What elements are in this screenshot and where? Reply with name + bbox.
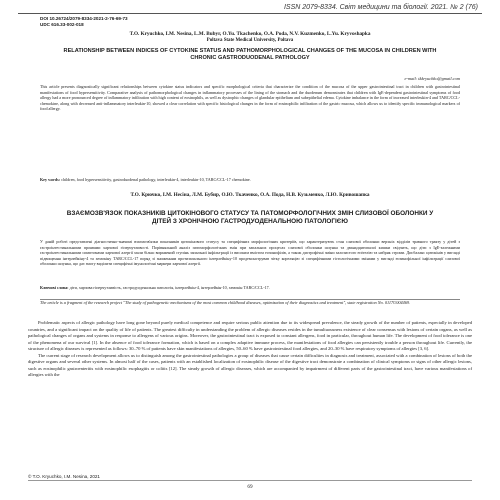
- article-identifiers: [40, 16, 128, 29]
- keywords-en-text: children, food hypersensitivity, gastroduodenal pathology, interleukin-4, interleukin-10, TARC/CCL-17 chemokine.: [61, 177, 251, 182]
- title-en: RELATIONSHIP BETWEEN INDICES OF CYTOKINE STATUS AND PATHOMORPHOLOGICAL CHANGES OF THE MUCOSA IN CHILDREN WITH CHRONIC GASTRODUODENAL PATHOLOGY: [63, 48, 437, 62]
- author-names-en: T.O. Kryuchko, I.M. Nesina, L.M. Bubyr, O.Yu. Tkachenko, O.A. Poda, N.V. Kuzmenko, L.Yu. Kryvoshapka: [129, 31, 371, 37]
- affiliation-en: Poltava State Medical University, Poltava: [206, 37, 294, 43]
- email: e-mail: tkkryuchko@gmail.com: [404, 76, 460, 81]
- body-text: [28, 320, 472, 379]
- copyright: © T.O. Kryuchko, I.M. Nesina, 2021: [28, 474, 100, 479]
- abstract-en: This article presents diagnostically significant relationships between cytokine status indicators and specific morphological criteria that characterize the condition of the mucosa of the upper gastrointestinal tract in children with gastrointestinal manifestations of food hypersensitivity. Comparative analysis of pathomorphological changes in inflammatory processes of the lining of the stomach and the duodenum demonstrates that children with IgE-dependent gastrointestinal symptoms of food allergy had a more pronounced degree of inflammatory infiltration with high content of eosinophils, as well as dystrophic changes of glandular epithelium and subepithelial edema. Cytokine imbalance in the form of increased interleukin-4 and TARC/CCL-chemokine, along with decreased anti-inflammatory interleukin-10, showed a clear correlation with specific histological changes in the form of eosinophilic infiltration of the gastric mucosa, which allows us to identify specific immunological markers of food allergy.: [40, 84, 460, 112]
- header-rule: [18, 13, 482, 14]
- title-ua: ВЗАЄМОЗВ'ЯЗОК ПОКАЗНИКІВ ЦИТОКІНОВОГО СТАТУСУ ТА ПАТОМОРФОЛОГІЧНИХ ЗМІН СЛИЗОВОЇ ОБОЛОНКИ У ДІТЕЙ З ХРОНІЧНОЮ ГАСТРОДУОДЕНАЛЬНОЮ ПАТОЛОГІЄЮ: [66, 210, 434, 226]
- authors-en: [40, 31, 460, 45]
- abstract-ua: У даній роботі представлені діагностично-значимі взаємозв'язки показників цитокінового статусу та специфічних морфологічних критеріїв, що характеризують стан слизової оболонки верхніх відділів травного тракту у дітей з гастроінтестинальними проявами харчової гіперчутливості. Порівняльний аналіз патоморфологічних змін при запальних процесах слизової оболонки шлунка та дванадцятипалої кишки свідчить, що діти з IgE-залежними гастроінтестинальними симптомами харчової алергії мали більш виражений ступінь запальної інфільтрації із високим вмістом еозинофілів, а також дистрофічні зміни залозистого епітелію та набряк строми. Дисбаланс цитокінів у вигляді підвищення інтерлейкіну-4 та хемокіну TARC/CCL-17 поряд зі зниженням протизапального інтерлейкіну-10 продемонстрував чітку кореляцію зі специфічними гістологічними змінами у вигляді еозинофільної інфільтрації слизової оболонки шлунка, що дає змогу виділити специфічні імунологічні маркери харчової алергії.: [40, 239, 460, 267]
- body-paragraph-1: Problematic aspects of allergic pathology have long gone beyond purely medical competence and require serious public attention due to its widespread prevalence, the steady growth of the number of patients, especially in developed countries, and a significant impact on the quality of life of patients. The greatest difficulty in understanding the problem of allergic diseases resides in the tumultuousness existence of clear consensus with lesions of certain organs, as well as pathological changes of organs and systems in response to allergens of various origins. Moreover, the gastrointestinal tract is exposed to constant allergens, food in particular, throughout human life. The development of food tolerance is one of the phenomena of our survival [1]. In the absence of food tolerance formation, which is based on a complex adaptive immune process, the manifestations of food allergies can persistently trouble a person throughout life. Currently, the structure of allergic diseases is represented as follows: 30–70 % of patients have skin manifestations of allergies, 50–60 % have gastrointestinal food allergies, and 20–30 % have respiratory symptoms of allergies [3, 6].: [28, 320, 472, 352]
- authors-ua: [40, 192, 460, 199]
- keywords-ua: [40, 285, 460, 291]
- udc: UDC 616.33-002-018: [40, 22, 84, 28]
- doi: DOI 10.26724/2079-8334-2021-2-76-69-73: [40, 16, 128, 21]
- keywords-ua-text: діти, харчова гіперчутливість, гастродуоденальна патологія, інтерлейкін-4, інтерлейкін-10, хемокін TARC/CCL-17.: [69, 285, 270, 290]
- page-number: 69: [247, 484, 253, 490]
- author-names-ua: Т.О. Крючко, І.М. Несіна, Л.М. Бубир, О.Ю. Ткаченко, О.А. Пода, Н.В. Кузьменко, Л.Ю. Кривошапка: [130, 192, 370, 198]
- body-paragraph-2: The current stage of research development allows us to distinguish among the gastrointestinal pathologies a group of diseases that cause certain difficulties in diagnosis and treatment, associated with a combination of lesions of both the digestive organs and several other systems. In almost half of the cases, patients with an established localization of eosinophilic disease of the digestive tract demonstrate a combination of clinical symptoms or signs of other allergic lesions, such as eosinophilic gastroenteritis with eosinophilic esophagitis or colitis [12]. The steady growth of allergic diseases, which are accompanied by impairment of different parts of the gastrointestinal tract, have various manifestations of allergies with the: [28, 352, 472, 378]
- journal-header: ISSN 2079-8334. Світ медицини та біології. 2021. № 2 (76): [283, 4, 478, 11]
- keywords-en-label: Key words:: [40, 177, 61, 182]
- footer-rule: [28, 480, 472, 481]
- keywords-en: [40, 177, 460, 183]
- keywords-ua-label: Ключові слова:: [40, 285, 69, 290]
- funding-footnote: The article is a fragment of the research project "The study of pathogenetic mechanisms of the most common childhood diseases, optimization of their diagnostics and treatment", state registration No. 0117U004469.: [40, 300, 411, 305]
